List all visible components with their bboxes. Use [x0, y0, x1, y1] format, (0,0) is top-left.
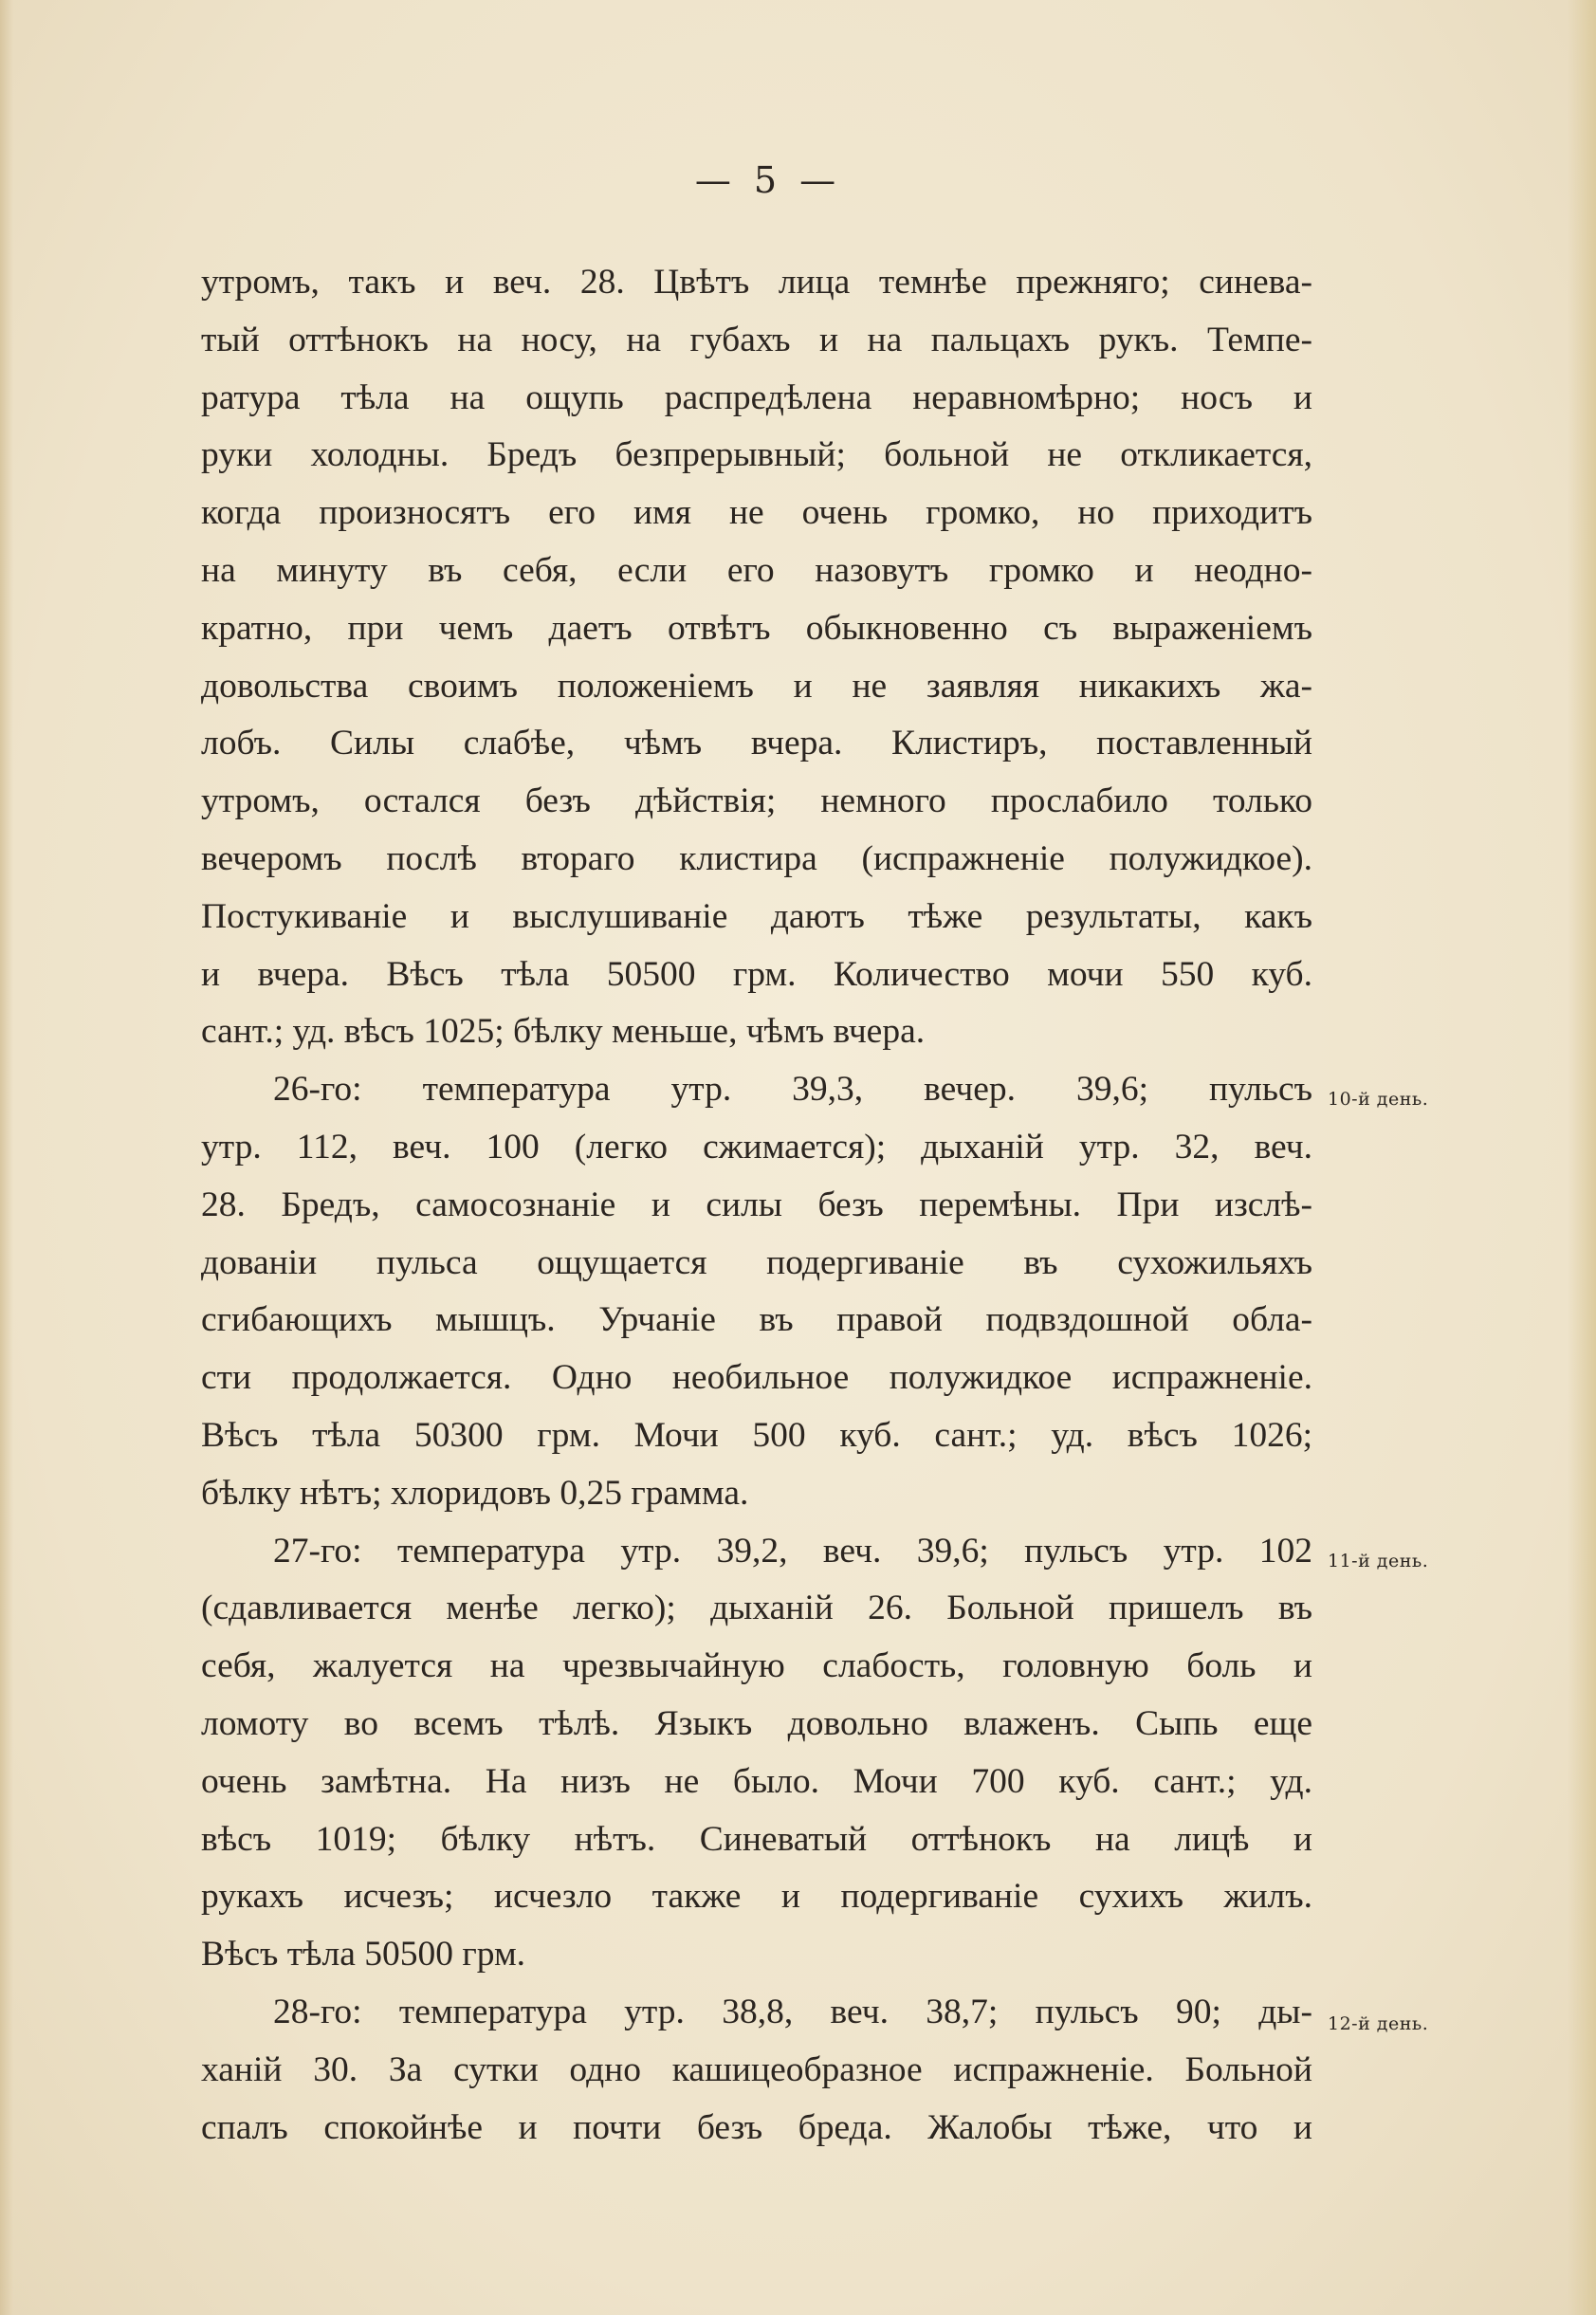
text-line: лобъ. Силы слабѣе, чѣмъ вчера. Клистиръ, поставленный — [201, 724, 1312, 763]
text-line: Вѣсъ тѣла 50300 грм. Мочи 500 куб. сант.; уд. вѣсъ 1026; — [201, 1415, 1312, 1455]
text-line: утр. 112, веч. 100 (легко сжимается); дыханій утр. 32, веч. — [201, 1127, 1312, 1167]
text-line: спалъ спокойнѣе и почти безъ бреда. Жалобы тѣже, что и — [201, 2107, 1312, 2147]
text-line: тый оттѣнокъ на носу, на губахъ и на пальцахъ рукъ. Темпе- — [201, 320, 1312, 359]
page-edge-shadow — [1568, 0, 1596, 2315]
text-line: 28. Бредъ, самосознаніе и силы безъ перемѣны. При изслѣ- — [201, 1185, 1312, 1224]
text-line: сгибающихъ мышцъ. Урчаніе въ правой подвздошной обла- — [201, 1300, 1312, 1340]
margin-note-day: 10-й день. — [1328, 1089, 1429, 1110]
text-line: утромъ, остался безъ дѣйствія; немного прослабило только — [201, 781, 1312, 821]
text-line: утромъ, такъ и веч. 28. Цвѣтъ лица темнѣе прежняго; синева- — [201, 263, 1312, 302]
text-line: Постукиваніе и выслушиваніе даютъ тѣже результаты, какъ — [201, 896, 1312, 936]
text-line: 27-го: температура утр. 39,2, веч. 39,6; пульсъ утр. 102 — [273, 1531, 1312, 1571]
text-line: 26-го: температура утр. 39,3, вечер. 39,6; пульсъ — [273, 1070, 1312, 1110]
text-line: очень замѣтна. На низъ не было. Мочи 700 куб. сант.; уд. — [201, 1761, 1312, 1801]
text-line: вечеромъ послѣ втораго клистира (испражненіе полужидкое). — [201, 838, 1312, 878]
text-line: ханій 30. За сутки одно кашицеобразное испражненіе. Больной — [201, 2049, 1312, 2089]
text-body — [201, 254, 1312, 2157]
margin-note-day: 12-й день. — [1328, 2013, 1429, 2034]
text-line: бѣлку нѣтъ; хлоридовъ 0,25 грамма. — [201, 1473, 749, 1513]
text-line: на минуту въ себя, если его назовутъ громко и неодно- — [201, 550, 1312, 590]
text-line: дованіи пульса ощущается подергиваніе въ сухожильяхъ — [201, 1242, 1312, 1282]
text-line: и вчера. Вѣсъ тѣла 50500 грм. Количество мочи 550 куб. — [201, 954, 1312, 994]
text-line: руки холодны. Бредъ безпрерывный; больной не откликается, — [201, 435, 1312, 475]
text-line: сант.; уд. вѣсъ 1025; бѣлку меньше, чѣмъ вчера. — [201, 1012, 926, 1052]
page-number: — 5 — — [694, 159, 842, 201]
text-line: рукахъ исчезъ; исчезло также и подергиваніе сухихъ жилъ. — [201, 1877, 1312, 1917]
text-line: ломоту во всемъ тѣлѣ. Языкъ довольно влаженъ. Сыпь еще — [201, 1703, 1312, 1743]
text-line: сти продолжается. Одно необильное полужидкое испражненіе. — [201, 1358, 1312, 1398]
text-line: себя, жалуется на чрезвычайную слабость, головную боль и — [201, 1646, 1312, 1686]
text-line: вѣсъ 1019; бѣлку нѣтъ. Синеватый оттѣнокъ на лицѣ и — [201, 1819, 1312, 1859]
text-line: кратно, при чемъ даетъ отвѣтъ обыкновенно съ выраженіемъ — [201, 608, 1312, 648]
text-line: 28-го: температура утр. 38,8, веч. 38,7; пульсъ 90; ды- — [273, 1992, 1312, 2031]
margin-note-day: 11-й день. — [1328, 1551, 1429, 1571]
text-line: довольства своимъ положеніемъ и не заявляя никакихъ жа- — [201, 666, 1312, 706]
text-line: когда произносятъ его имя не очень громко, но приходитъ — [201, 493, 1312, 533]
text-line: ратура тѣла на ощупь распредѣлена неравномѣрно; носъ и — [201, 377, 1312, 417]
page-edge-shadow — [0, 0, 13, 2315]
text-line: (сдавливается менѣе легко); дыханій 26. Больной пришелъ въ — [201, 1589, 1312, 1628]
text-line: Вѣсъ тѣла 50500 грм. — [201, 1935, 526, 1975]
